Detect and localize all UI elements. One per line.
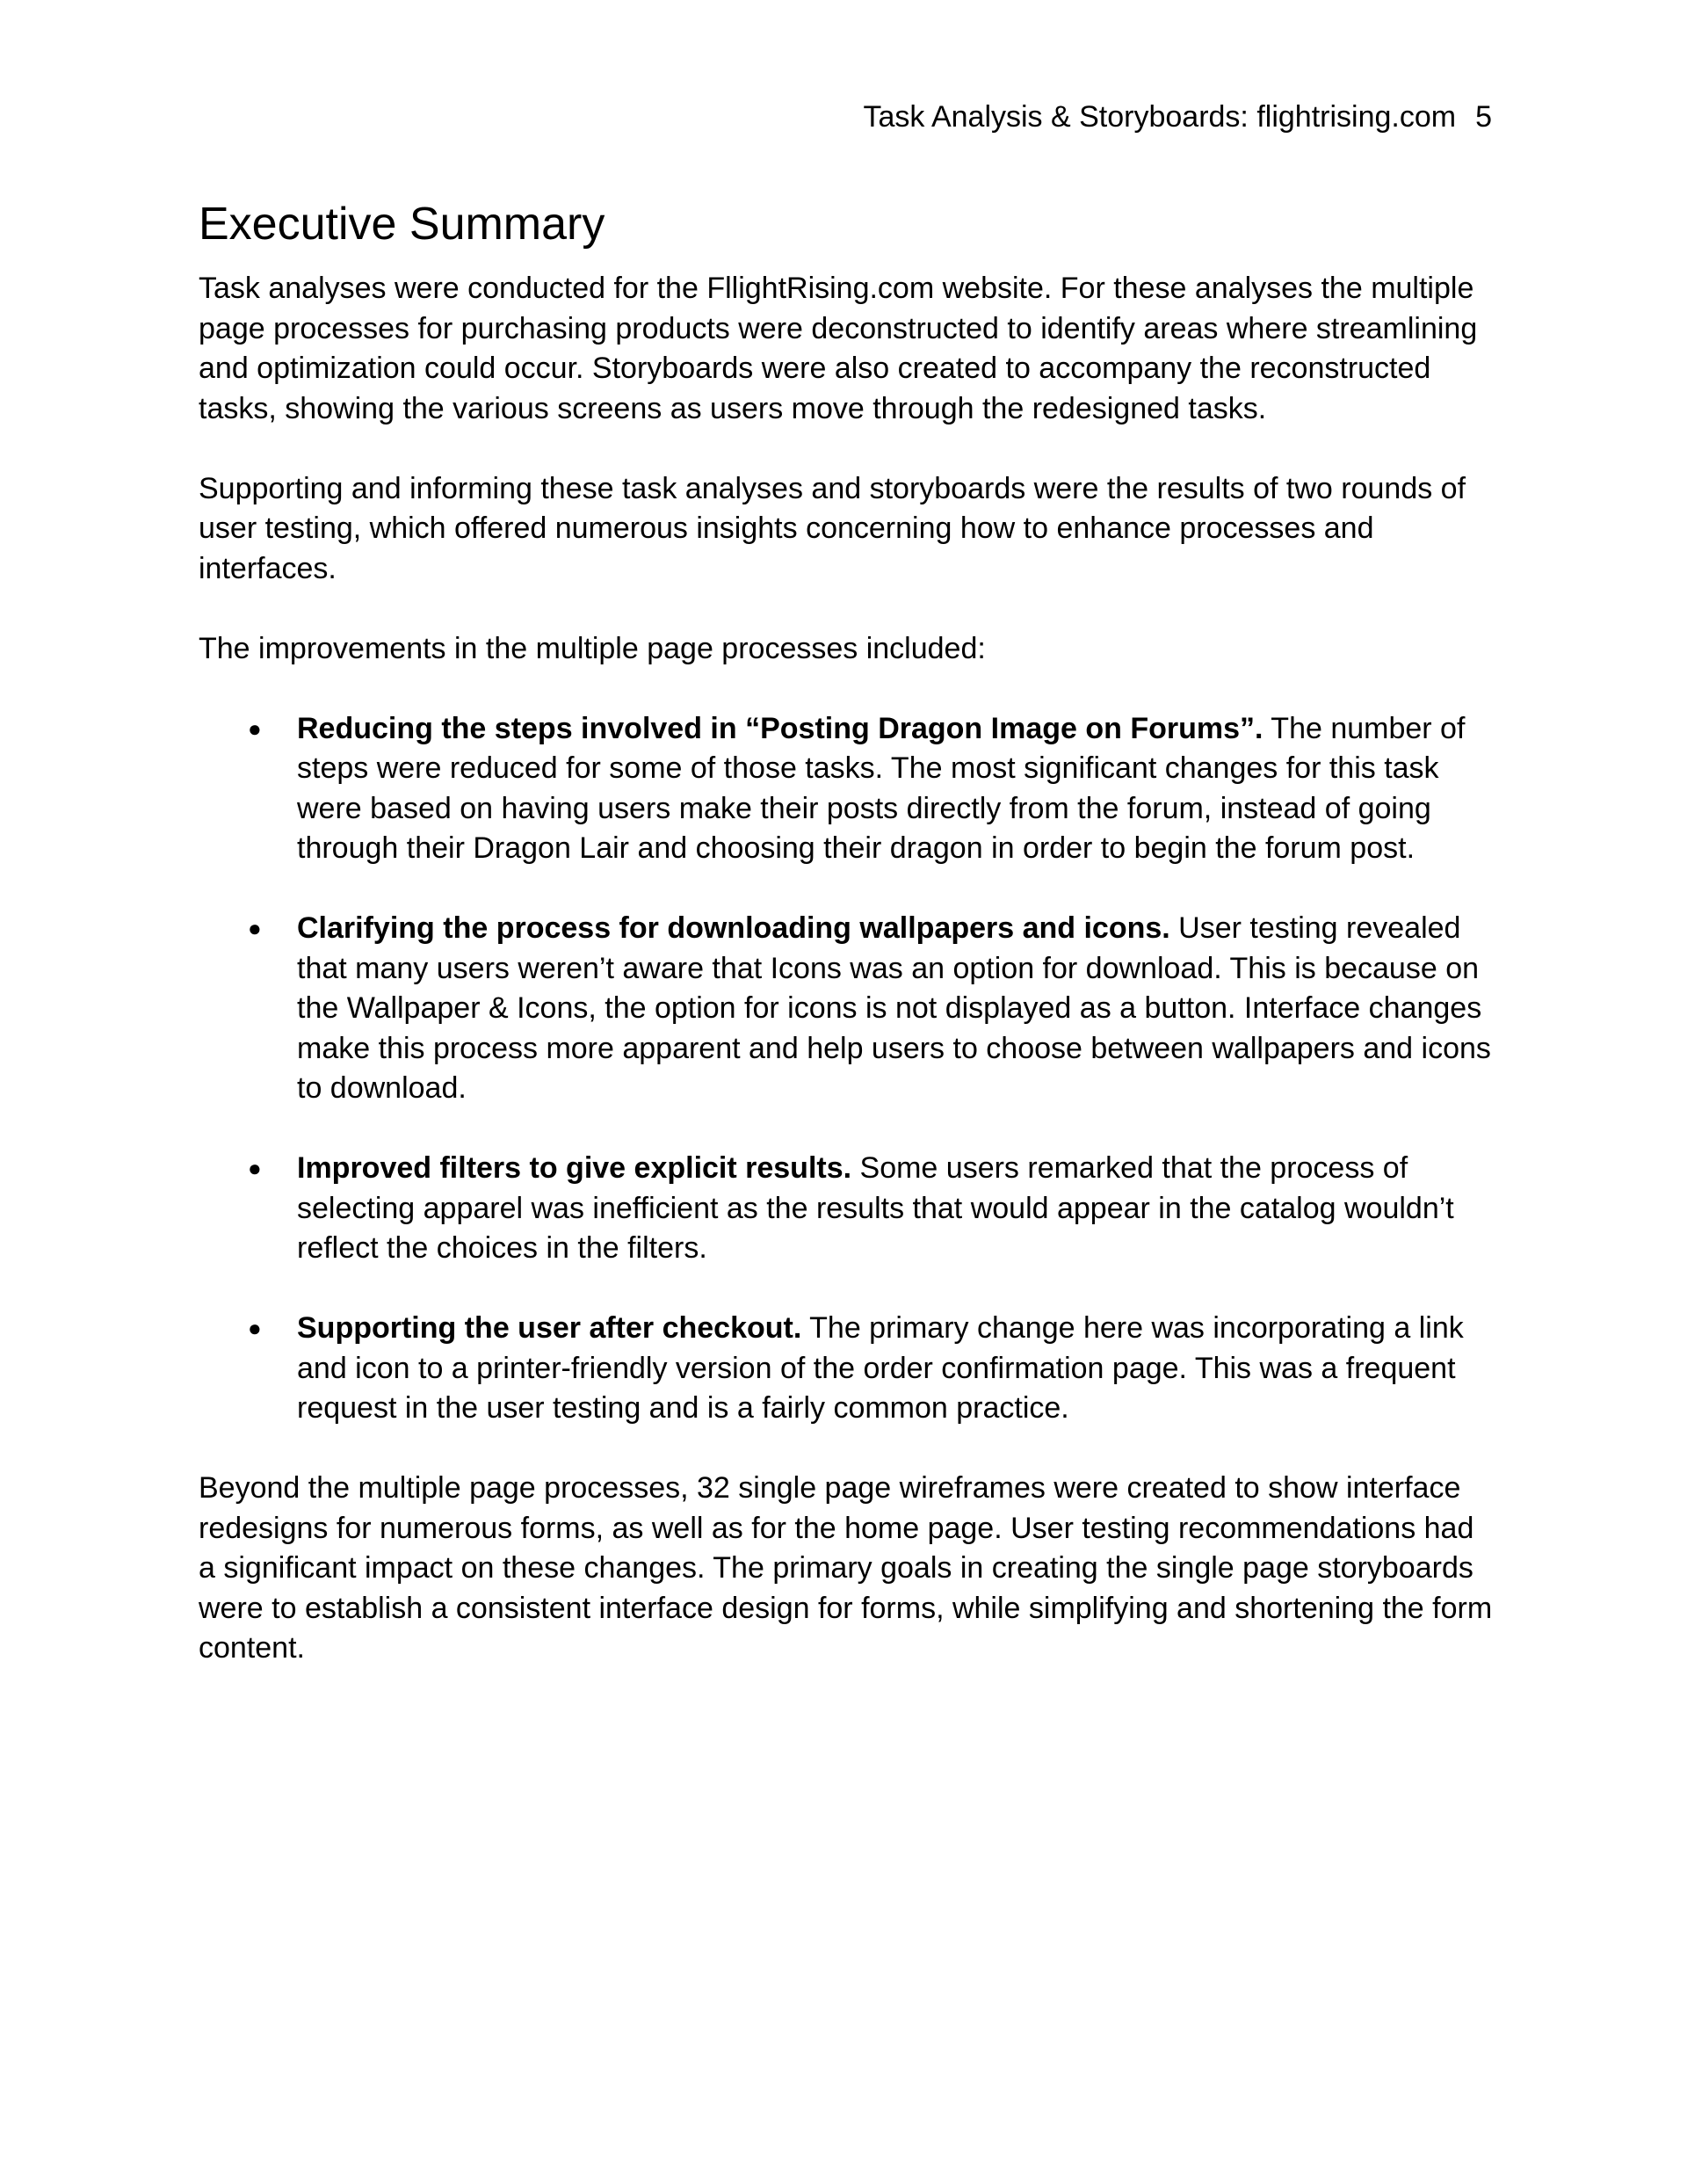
- improvements-list: [199, 709, 1495, 1429]
- bullet-icon: ●: [248, 1315, 262, 1341]
- list-item: [199, 1309, 1495, 1429]
- list-item-text: The primary change here was incorporating a link and icon to a printer-friendly version of the order confirmation page. This was a frequent request in the user testing and is a fairly common practice.: [297, 1311, 1464, 1425]
- list-item-text: The number of steps were reduced for some of those tasks. The most significant changes for this task were based on having users make their posts directly from the forum, instead of going through their Dragon Lair and choosing their dragon in order to begin the forum post.: [297, 711, 1466, 865]
- bullet-icon: ●: [248, 1155, 262, 1181]
- list-item-lead: Clarifying the process for downloading wallpapers and icons.: [297, 911, 1170, 945]
- page-number: 5: [1475, 100, 1492, 134]
- list-item-lead: Reducing the steps involved in “Posting Dragon Image on Forums”.: [297, 711, 1263, 745]
- list-item-text: User testing revealed that many users weren’t aware that Icons was an option for download. This is because on the Wallpaper & Icons, the option for icons is not displayed as a button. Interface changes make this process more apparent and help users to choose between wallpapers and icons to download.: [297, 911, 1491, 1105]
- bullet-icon: ●: [248, 715, 262, 742]
- list-item: [199, 709, 1495, 869]
- paragraph-user-testing: Supporting and informing these task analyses and storyboards were the results of two rounds of user testing, which offered numerous insights concerning how to enhance processes and interfaces.: [199, 471, 1466, 585]
- document-body: [199, 195, 1495, 1709]
- section-heading: Executive Summary: [199, 199, 605, 250]
- paragraph-closing: Beyond the multiple page processes, 32 single page wireframes were created to show interface redesigns for numerous forms, as well as for the home page. User testing recommendations had a significant impact on these changes. The primary goals in creating the single page storyboards were to establish a consistent interface design for forms, while simplifying and shortening the form content.: [199, 1471, 1493, 1665]
- paragraph-improvements-lead: The improvements in the multiple page processes included:: [199, 631, 986, 665]
- list-item-lead: Improved filters to give explicit results.: [297, 1151, 852, 1185]
- header-title: Task Analysis & Storyboards: flightrising.com: [863, 100, 1457, 134]
- paragraph-intro: Task analyses were conducted for the FllightRising.com website. For these analyses the multiple page processes for purchasing products were deconstructed to identify areas where streamlining and optimization could occur. Storyboards were also created to accompany the reconstructed tasks, showing the various screens as users move through the redesigned tasks.: [199, 272, 1478, 425]
- bullet-icon: ●: [248, 915, 262, 941]
- list-item: [199, 909, 1495, 1109]
- list-item-lead: Supporting the user after checkout.: [297, 1311, 802, 1345]
- running-header: [863, 98, 1492, 135]
- list-item-text: Some users remarked that the process of selecting apparel was inefficient as the results that would appear in the catalog wouldn’t reflect the choices in the filters.: [297, 1151, 1454, 1265]
- list-item: [199, 1149, 1495, 1269]
